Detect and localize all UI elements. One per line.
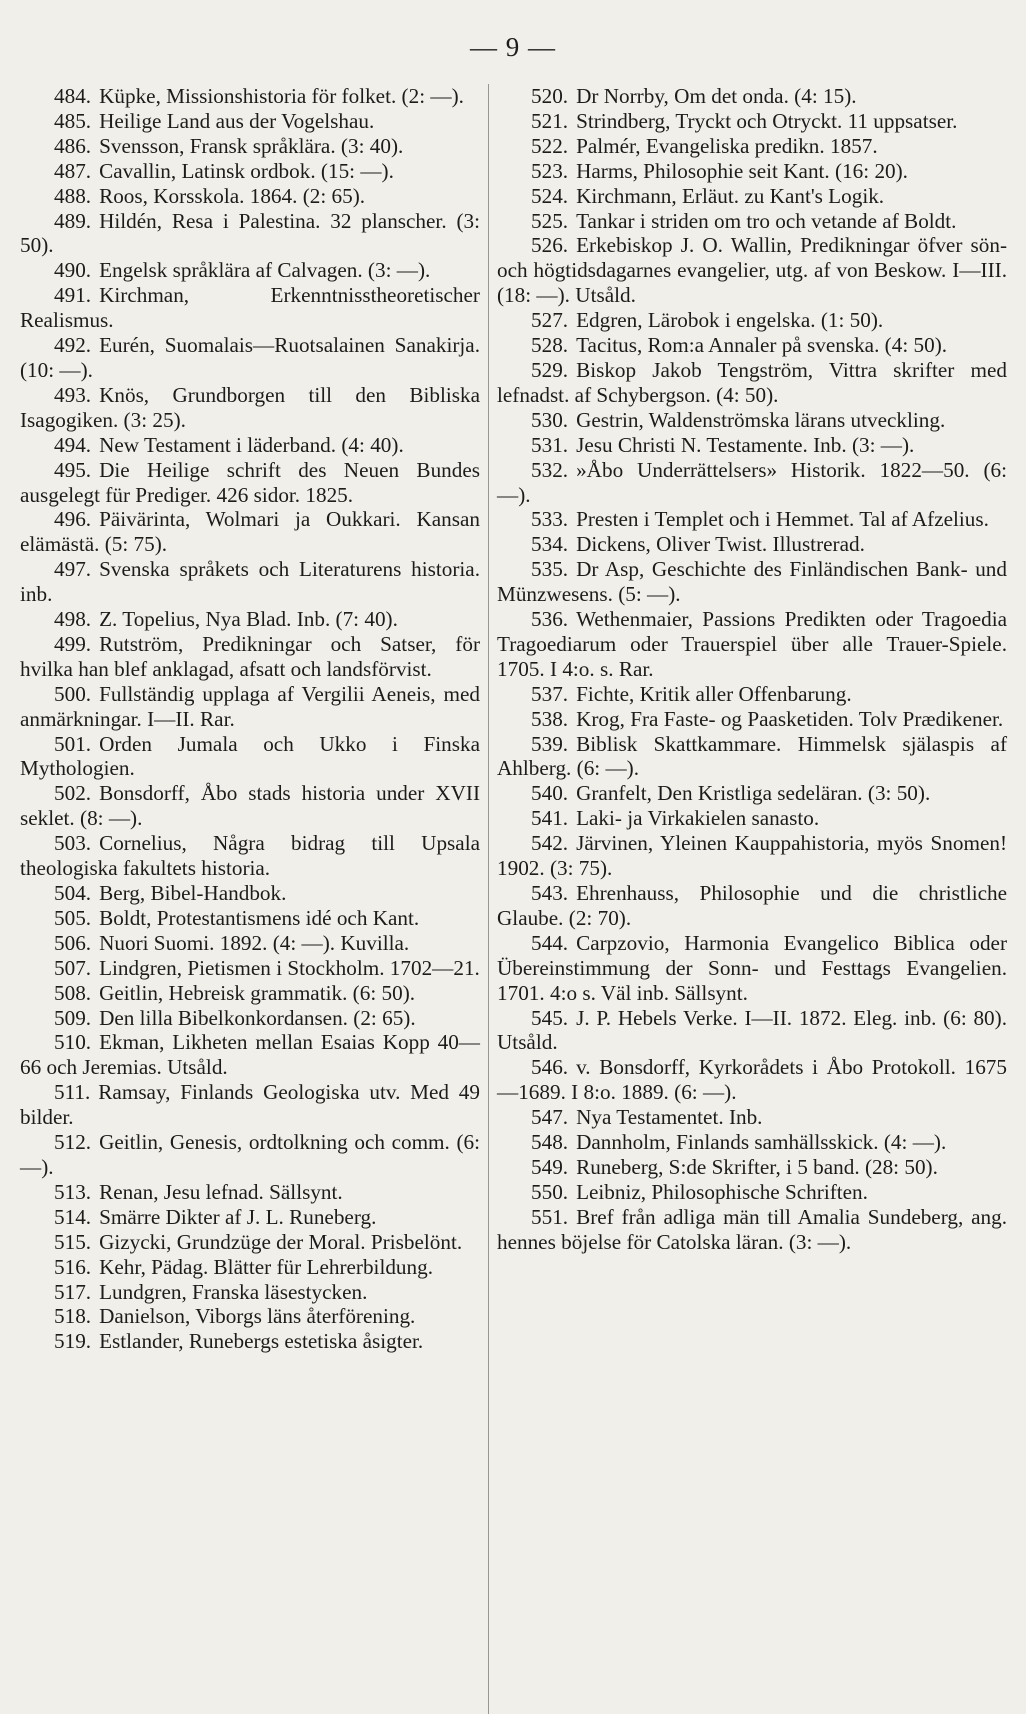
catalog-entry (497, 1006, 1007, 1056)
catalog-entry (20, 84, 480, 109)
entry-number: 520. (531, 84, 569, 108)
entry-number: 538. (531, 706, 569, 731)
entry-number: 529. (531, 357, 569, 382)
catalog-entry (497, 1130, 1007, 1155)
entry-text: Die Heilige schrift des Neuen Bundes ausgelegt für Prediger. 426 sidor. 1825. (20, 457, 480, 507)
column-divider (488, 84, 489, 1714)
entry-number: 523. (531, 158, 569, 183)
entry-number: 500. (54, 681, 92, 706)
catalog-entry (497, 732, 1007, 782)
entry-number: 519. (54, 1329, 92, 1354)
entry-text: Ehrenhauss, Philosophie und die christliche Glaube. (2: 70). (497, 881, 1007, 930)
entry-text: Ramsay, Finlands Geologiska utv. Med 49 bilder. (20, 1080, 480, 1130)
entry-text: Biblisk Skattkammare. Himmelsk själaspis af Ahlberg. (6: —). (497, 731, 1007, 781)
entry-number: 499. (54, 631, 92, 656)
entry-text: Dr Norrby, Om det onda. (4: 15). (576, 84, 857, 108)
entry-number: 491. (54, 283, 92, 308)
entry-number: 518. (54, 1304, 92, 1329)
entry-number: 489. (54, 208, 92, 233)
catalog-entry (20, 433, 480, 458)
entry-text: Jesu Christi N. Testamente. Inb. (3: —). (576, 432, 915, 457)
entry-number: 539. (531, 731, 569, 756)
entry-number: 533. (531, 507, 569, 532)
entry-number: 551. (531, 1204, 569, 1229)
entry-number: 495. (54, 457, 92, 482)
entry-text: Kirchmann, Erläut. zu Kant's Logik. (576, 183, 885, 208)
entry-number: 535. (531, 557, 569, 582)
entry-number: 531. (531, 432, 569, 457)
entry-number: 513. (54, 1179, 92, 1204)
catalog-entry (20, 507, 480, 557)
catalog-entry (497, 84, 1007, 109)
catalog-entry (20, 283, 480, 333)
entry-number: 512. (54, 1130, 92, 1155)
catalog-entry (20, 458, 480, 508)
entry-number: 496. (54, 507, 92, 532)
entry-text: Cavallin, Latinsk ordbok. (15: —). (99, 158, 394, 183)
catalog-entry (20, 1280, 480, 1305)
entry-number: 514. (54, 1204, 92, 1229)
entry-text: Eurén, Suomalais—Ruotsalainen Sanakirja. (10: —). (20, 333, 480, 382)
catalog-entry (497, 831, 1007, 881)
catalog-entry (20, 159, 480, 184)
entry-text: Svensson, Fransk språklära. (3: 40). (99, 133, 404, 158)
entry-text: Ekman, Likheten mellan Esaias Kopp 40—66 och Jeremias. Utsåld. (20, 1030, 480, 1080)
catalog-entry (497, 1055, 1007, 1105)
entry-text: Danielson, Viborgs läns återförening. (99, 1304, 416, 1329)
entry-text: Tankar i striden om tro och vetande af Boldt. (576, 208, 957, 233)
entry-text: Päivärinta, Wolmari ja Oukkari. Kansan elämästä. (5: 75). (20, 507, 480, 557)
entry-number: 522. (531, 133, 569, 158)
entry-number: 505. (54, 905, 92, 930)
entry-text: Carpzovio, Harmonia Evangelico Biblica oder Übereinstimmung der Sonn- und Festtags Evangelien. 1701. 4:o s. Väl inb. Sällsynt. (497, 930, 1007, 1005)
catalog-entry (20, 831, 480, 881)
entry-text: Krog, Fra Faste- og Paasketiden. Tolv Prædikener. (576, 706, 1004, 731)
catalog-entry (20, 1130, 480, 1180)
catalog-entry (20, 1304, 480, 1329)
entry-number: 510. (54, 1030, 92, 1055)
catalog-entry (20, 258, 480, 283)
entry-text: v. Bonsdorff, Kyrkorådets i Åbo Protokoll. 1675—1689. I 8:o. 1889. (6: —). (497, 1055, 1007, 1105)
entry-number: 545. (531, 1005, 569, 1030)
entry-text: Dr Asp, Geschichte des Finländischen Bank- und Münzwesens. (5: —). (497, 557, 1007, 607)
entry-text: Edgren, Lärobok i engelska. (1: 50). (576, 308, 884, 333)
entry-number: 537. (531, 681, 569, 706)
catalog-entry (20, 209, 480, 259)
catalog-entry (20, 557, 480, 607)
entry-number: 541. (531, 806, 569, 831)
catalog-entry (20, 781, 480, 831)
catalog-entry (20, 184, 480, 209)
catalog-entry (497, 1155, 1007, 1180)
entry-number: 548. (531, 1130, 569, 1155)
entry-text: Kirchman, Erkenntnisstheoretischer Realismus. (20, 283, 480, 333)
entry-text: Laki- ja Virkakielen sanasto. (576, 806, 820, 831)
catalog-entry (497, 931, 1007, 1006)
entry-number: 550. (531, 1179, 569, 1204)
entry-text: Berg, Bibel-Handbok. (99, 881, 287, 905)
catalog-entry (20, 1180, 480, 1205)
entry-text: Wethenmaier, Passions Predikten oder Tragoedia Tragoediarum oder Trauerspiel über alle Trauer-Spiele. 1705. I 4:o. s. Rar. (497, 607, 1007, 681)
entry-number: 492. (54, 333, 92, 358)
entry-number: 542. (531, 831, 569, 856)
catalog-entry (20, 956, 480, 981)
entry-text: Harms, Philosophie seit Kant. (16: 20). (576, 158, 908, 183)
entry-text: Heilige Land aus der Vogelshau. (99, 108, 375, 133)
catalog-entry (497, 781, 1007, 806)
entry-text: Den lilla Bibelkonkordansen. (2: 65). (99, 1005, 416, 1030)
entry-number: 532. (531, 457, 569, 482)
catalog-entry (497, 532, 1007, 557)
catalog-entry (497, 333, 1007, 358)
entry-number: 494. (54, 432, 92, 457)
catalog-entry (20, 1080, 480, 1130)
catalog-entry (497, 233, 1007, 308)
catalog-entry (497, 1205, 1007, 1255)
entry-text: Lundgren, Franska läsestycken. (99, 1279, 368, 1304)
catalog-entry (20, 1329, 480, 1354)
catalog-entry (20, 1205, 480, 1230)
entry-text: Fullständig upplaga af Vergilii Aeneis, med anmärkningar. I—II. Rar. (20, 681, 480, 731)
entry-number: 497. (54, 557, 92, 582)
entry-number: 490. (54, 258, 92, 283)
entry-number: 530. (531, 407, 569, 432)
entry-text: Estlander, Runebergs estetiska åsigter. (99, 1329, 424, 1354)
entry-number: 527. (531, 308, 569, 333)
entry-text: Boldt, Protestantismens idé och Kant. (99, 905, 420, 930)
entry-text: Küpke, Missionshistoria för folket. (2: —). (99, 84, 464, 108)
entry-number: 526. (531, 233, 569, 258)
entry-text: Tacitus, Rom:a Annaler på svenska. (4: 50). (576, 333, 948, 358)
entry-text: New Testament i läderband. (4: 40). (99, 432, 404, 457)
entry-number: 498. (54, 607, 92, 632)
entry-number: 507. (54, 955, 92, 980)
entry-text: Bonsdorff, Åbo stads historia under XVII seklet. (8: —). (20, 781, 480, 831)
entry-number: 547. (531, 1105, 569, 1130)
entry-number: 515. (54, 1229, 92, 1254)
entry-number: 509. (54, 1005, 92, 1030)
entry-number: 485. (54, 108, 92, 133)
right-column (497, 84, 1007, 1255)
entry-number: 488. (54, 183, 92, 208)
entry-number: 546. (531, 1055, 569, 1080)
catalog-entry (20, 906, 480, 931)
catalog-entry (20, 632, 480, 682)
entry-text: Engelsk språklära af Calvagen. (3: —). (99, 258, 431, 283)
catalog-entry (20, 333, 480, 383)
entry-text: Leibniz, Philosophische Schriften. (576, 1179, 868, 1204)
catalog-entry (20, 931, 480, 956)
catalog-entry (497, 209, 1007, 234)
catalog-entry (497, 184, 1007, 209)
entry-text: Hildén, Resa i Palestina. 32 planscher. (3: 50). (20, 208, 480, 258)
catalog-entry (20, 1255, 480, 1280)
entry-number: 506. (54, 930, 92, 955)
entry-text: Nya Testamentet. Inb. (576, 1105, 763, 1130)
entry-text: Kehr, Pädag. Blätter für Lehrerbildung. (99, 1254, 433, 1279)
entry-text: Erkebiskop J. O. Wallin, Predikningar öfver sön- och högtidsdagarnes evangelier, utg. af von Beskow. I—III. (18: —). Utsåld. (497, 233, 1007, 308)
catalog-entry (497, 881, 1007, 931)
left-column (20, 84, 480, 1354)
entry-number: 516. (54, 1254, 92, 1279)
entry-text: Smärre Dikter af J. L. Runeberg. (99, 1204, 377, 1229)
entry-number: 487. (54, 158, 92, 183)
entry-text: Biskop Jakob Tengström, Vittra skrifter med lefnadst. af Schybergson. (4: 50). (497, 357, 1007, 407)
catalog-entry (497, 308, 1007, 333)
catalog-entry (497, 682, 1007, 707)
entry-text: Geitlin, Hebreisk grammatik. (6: 50). (99, 980, 416, 1005)
entry-number: 511. (54, 1080, 91, 1105)
entry-text: Renan, Jesu lefnad. Sällsynt. (99, 1179, 343, 1204)
entry-number: 493. (54, 382, 92, 407)
entry-number: 536. (531, 607, 569, 632)
entry-text: Roos, Korsskola. 1864. (2: 65). (99, 183, 366, 208)
entry-number: 503. (54, 831, 92, 856)
entry-number: 549. (531, 1154, 569, 1179)
catalog-entry (497, 1180, 1007, 1205)
entry-text: Järvinen, Yleinen Kauppahistoria, myös Snomen! 1902. (3: 75). (497, 831, 1007, 881)
entry-text: Gestrin, Waldenströmska lärans utveckling. (576, 407, 946, 432)
entry-text: Gizycki, Grundzüge der Moral. Prisbelönt. (99, 1229, 463, 1254)
entry-number: 540. (531, 781, 569, 806)
catalog-entry (497, 109, 1007, 134)
entry-number: 543. (531, 881, 569, 905)
entry-number: 521. (531, 108, 569, 133)
catalog-entry (20, 682, 480, 732)
entry-text: Dickens, Oliver Twist. Illustrerad. (576, 532, 865, 557)
entry-text: Bref från adliga män till Amalia Sundeberg, ang. hennes böjelse för Catolska läran. (3: —). (497, 1204, 1007, 1254)
entry-number: 517. (54, 1279, 92, 1304)
entry-text: Nuori Suomi. 1892. (4: —). Kuvilla. (99, 930, 410, 955)
entry-text: Geitlin, Genesis, ordtolkning och comm. (6: —). (20, 1130, 480, 1179)
entry-text: Fichte, Kritik aller Offenbarung. (576, 681, 852, 706)
catalog-entry (20, 1230, 480, 1255)
catalog-entry (497, 458, 1007, 508)
page-number: — 9 — (470, 32, 556, 62)
entry-number: 504. (54, 881, 92, 905)
entry-number: 528. (531, 333, 569, 358)
catalog-entry (497, 707, 1007, 732)
entry-number: 534. (531, 532, 569, 557)
entry-text: Strindberg, Tryckt och Otryckt. 11 uppsatser. (576, 108, 958, 133)
entry-text: Presten i Templet och i Hemmet. Tal af Afzelius. (576, 507, 989, 532)
entry-text: Orden Jumala och Ukko i Finska Mythologien. (20, 731, 480, 781)
entry-number: 502. (54, 781, 92, 806)
catalog-entry (20, 981, 480, 1006)
entry-number: 486. (54, 133, 92, 158)
catalog-entry (20, 732, 480, 782)
catalog-entry (20, 134, 480, 159)
catalog-entry (497, 507, 1007, 532)
catalog-entry (497, 408, 1007, 433)
catalog-entry (20, 109, 480, 134)
catalog-entry (497, 433, 1007, 458)
catalog-entry (497, 134, 1007, 159)
entry-number: 484. (54, 84, 92, 108)
entry-text: Svenska språkets och Literaturens historia. inb. (20, 557, 480, 607)
catalog-entry (497, 607, 1007, 682)
entry-number: 525. (531, 208, 569, 233)
entry-text: Runeberg, S:de Skrifter, i 5 band. (28: 50). (576, 1154, 938, 1179)
catalog-entry (20, 1030, 480, 1080)
entry-text: J. P. Hebels Verke. I—II. 1872. Eleg. inb. (6: 80). Utsåld. (497, 1005, 1007, 1055)
catalog-entry (497, 159, 1007, 184)
catalog-entry (20, 881, 480, 906)
entry-number: 524. (531, 183, 569, 208)
catalog-entry (20, 1006, 480, 1031)
entry-text: Palmér, Evangeliska predikn. 1857. (576, 133, 878, 158)
entry-text: Knös, Grundborgen till den Bibliska Isagogiken. (3: 25). (20, 382, 480, 432)
entry-text: »Åbo Underrättelsers» Historik. 1822—50. (6: —). (497, 457, 1007, 507)
catalog-entry (497, 358, 1007, 408)
catalog-entry (497, 1105, 1007, 1130)
catalog-entry (497, 806, 1007, 831)
entry-text: Dannholm, Finlands samhällsskick. (4: —). (576, 1130, 947, 1155)
catalog-entry (20, 607, 480, 632)
entry-text: Granfelt, Den Kristliga sedeläran. (3: 50). (576, 781, 931, 806)
entry-number: 508. (54, 980, 92, 1005)
entry-number: 501. (54, 731, 92, 756)
entry-number: 544. (531, 930, 569, 955)
catalog-entry (497, 557, 1007, 607)
entry-text: Lindgren, Pietismen i Stockholm. 1702—21. (99, 955, 480, 980)
entry-text: Z. Topelius, Nya Blad. Inb. (7: 40). (99, 607, 398, 632)
catalog-entry (20, 383, 480, 433)
entry-text: Cornelius, Några bidrag till Upsala theologiska fakultets historia. (20, 831, 480, 881)
entry-text: Rutström, Predikningar och Satser, för hvilka han blef anklagad, afsatt och landsförvist. (20, 631, 480, 681)
